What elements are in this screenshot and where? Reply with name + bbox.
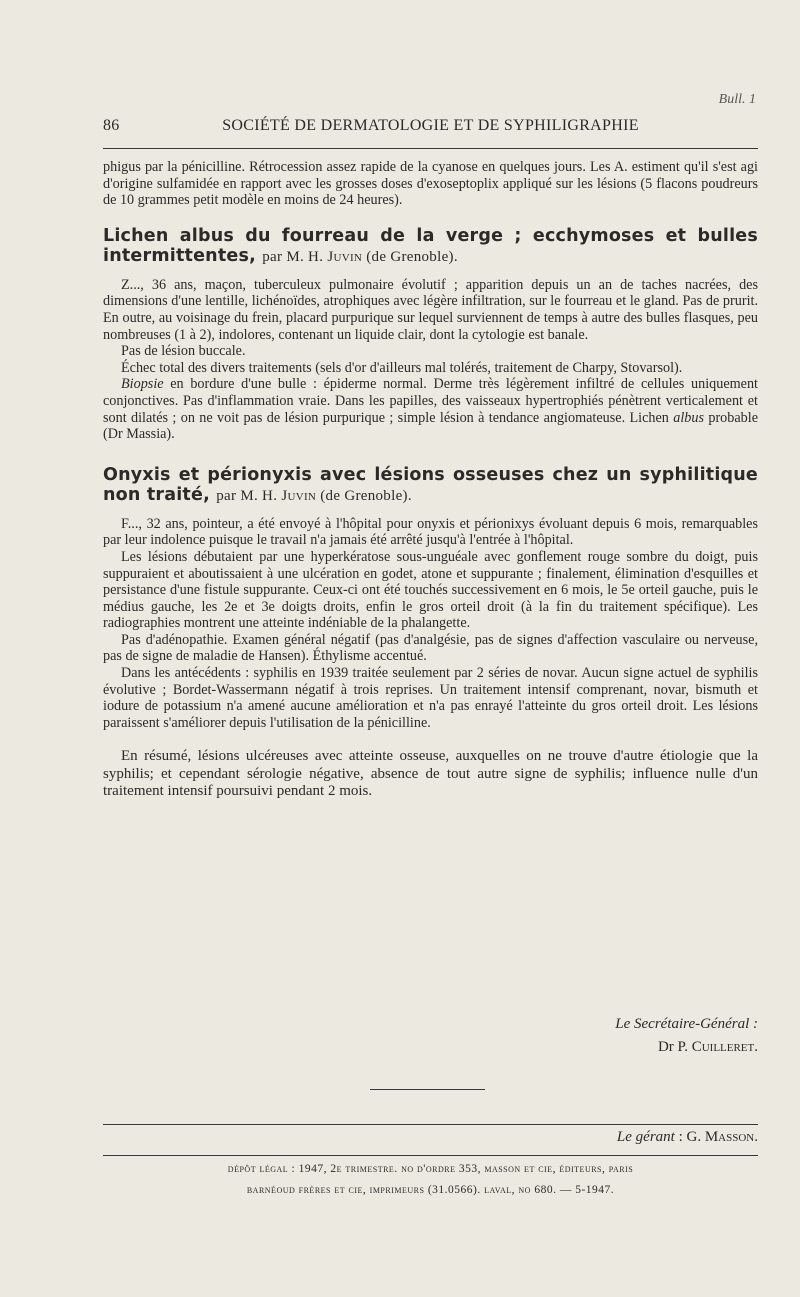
section-title-lichen: [103, 226, 758, 267]
corner-annotation: Bull. 1: [718, 92, 756, 107]
section-title-onyxis: [103, 465, 758, 506]
imprint-line-1: dépôt légal : 1947, 2e trimestre. no d'ordre 353, masson et cie, éditeurs, paris: [227, 1163, 634, 1175]
running-title: SOCIÉTÉ DE DERMATOLOGIE ET DE SYPHILIGRAPHIE: [222, 117, 639, 134]
section-byline: par M. H. Juvin (de Grenoble).: [216, 487, 412, 504]
section-title-text: Onyxis et périonyxis avec lésions osseuses chez un syphilitique non traité,: [103, 464, 758, 505]
gerant-line: Le gérant : G. Masson.: [616, 1129, 758, 1145]
section-byline: par M. H. Juvin (de Grenoble).: [262, 248, 458, 265]
signature-name: Dr P. Cuilleret.: [657, 1039, 758, 1055]
footer-rule-bottom: [103, 1155, 758, 1156]
section-title-text: Lichen albus du fourreau de la verge ; ecchymoses et bulles intermittentes,: [103, 225, 758, 266]
footer-rule-top: [103, 1124, 758, 1125]
article-body: [103, 159, 758, 801]
header-rule: [103, 148, 758, 149]
onyxis-paragraph-2: Les lésions débutaient par une hyperkératose sous-unguéale avec gonflement rouge sombre du doigt, puis suppuraient et aboutissaient à une ulcération en godet, atone et suppurante ; finalement, élimination d'esquilles et persistance d'une fistule suppurante. Ceux-ci ont été touchés successivement en 6 mois, le 5e orteil gauche, puis le médius gauche, les 2e et 3e doigts droits, enfin le gros orteil droit (à la fin du traitement spécifique). Les radiographies montrent une atteinte indéniable de la phalangette.: [103, 548, 758, 632]
onyxis-paragraph-4: Dans les antécédents : syphilis en 1939 traitée seulement par 2 séries de novar. Aucun signe actuel de syphilis évolutive ; Bordet-Wassermann négatif à trois reprises. Un traitement intensif comprenant, novar, bismuth et iodure de potassium n'a amené aucune amélioration et n'a pas enrayé l'atteinte du gros orteil droit. Les lésions paraissent s'améliorer depuis l'utilisation de la pénicilline.: [103, 665, 758, 731]
signature-role: Le Secrétaire-Général :: [615, 1016, 758, 1032]
lichen-paragraph-1: Z..., 36 ans, maçon, tuberculeux pulmonaire évolutif ; apparition depuis un an de taches nacrées, des dimensions d'une lentille, lichénoïdes, atrophiques avec légère infiltration, sur le fourreau et le gland. Pas de prurit. En outre, au voisinage du frein, placard purpurique sur lequel surviennent de temps à autre des bulles flasques, peu nombreuses (1 à 2), indolores, contenant un liquide clair, dont la cytologie est banale.: [103, 276, 758, 343]
onyxis-paragraph-3: Pas d'adénopathie. Examen général négatif (pas d'analgésie, pas de signes d'affection vasculaire ou nerveuse, pas de signe de maladie de Hansen). Éthylisme accentué.: [103, 631, 758, 665]
lichen-paragraph-2: Pas de lésion buccale.: [121, 343, 246, 360]
lichen-paragraph-3: Échec total des divers traitements (sels d'or d'ailleurs mal tolérés, traitement de Charpy, Stovarsol).: [121, 359, 683, 376]
onyxis-summary: En résumé, lésions ulcéreuses avec atteinte osseuse, auxquelles on ne trouve d'autre étiologie que la syphilis; et cependant sérologie négative, absence de tout autre signe de syphilis; influence nulle d'un traitement intensif poursuivi pendant 2 mois.: [103, 748, 758, 800]
intro-paragraph: phigus par la pénicilline. Rétrocession assez rapide de la cyanose en quelques jours. Les A. estiment qu'il s'est agi d'origine sulfamidée en rapport avec les grosses doses d'exoseptoplix appliqué sur les lésions (5 flacons poudreurs de 10 grammes petit modèle en moins de 24 heures).: [103, 159, 758, 209]
page-number: 86: [103, 117, 120, 134]
imprint-line-2: barnéoud frères et cie, imprimeurs (31.0566). laval, no 680. — 5-1947.: [246, 1184, 615, 1196]
lichen-paragraph-4: Biopsie en bordure d'une bulle : épiderme normal. Derme très légèrement infiltré de cellules uniquement conjonctives. Pas d'inflammation vraie. Dans les papilles, des vaisseaux hypertrophiés pénètrent verticalement et sont dilatés ; on ne voit pas de lésion purpurique ; simple lésion à tendance angiomateuse. Lichen albus probable (Dr Massia).: [103, 376, 759, 443]
onyxis-paragraph-1: F..., 32 ans, pointeur, a été envoyé à l'hôpital pour onyxis et périonixys évoluant depuis 6 mois, remarquables par leur indolence puisque le travail n'a jamais été arrêté jusqu'à l'entrée à l'hôpital.: [103, 515, 758, 549]
separator-rule: [370, 1089, 485, 1090]
